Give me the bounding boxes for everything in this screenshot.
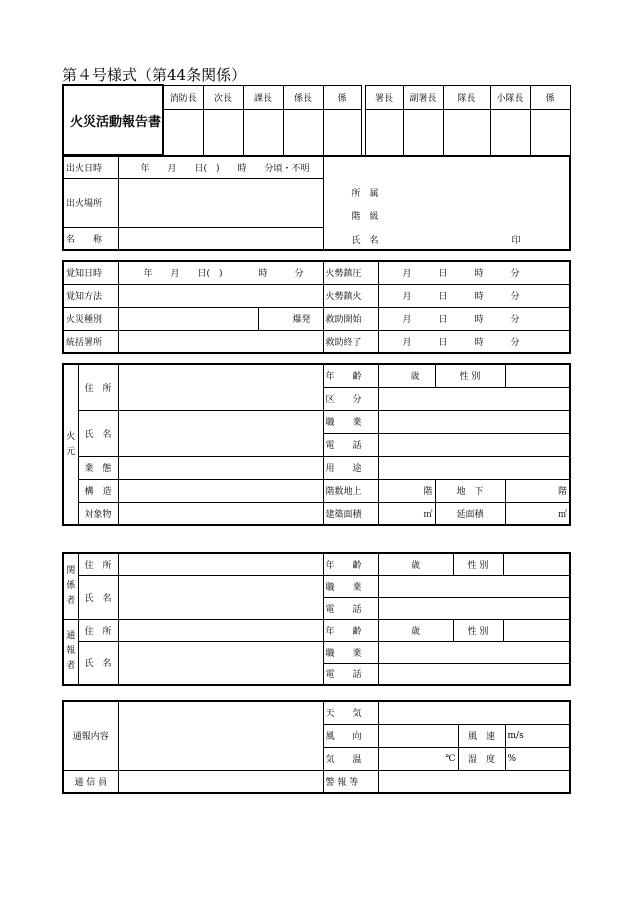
- approval-box[interactable]: [490, 109, 530, 155]
- origin-address-field[interactable]: [118, 364, 323, 410]
- phone-label: 電 話: [323, 433, 378, 456]
- related-side-label: 関 係 者: [63, 553, 78, 619]
- detection-datetime-field[interactable]: 年 月 日( ) 時 分: [118, 261, 323, 284]
- floor-unit: 階: [378, 479, 435, 502]
- fire-datetime-label: 出火日時: [63, 156, 118, 179]
- detection-table: [62, 260, 571, 354]
- rescue-start-field[interactable]: 月 日 時 分: [378, 307, 570, 330]
- related-occupation-label: 職 業: [323, 575, 378, 597]
- structure-field[interactable]: [118, 479, 323, 502]
- wind-direction-field[interactable]: [378, 724, 458, 747]
- reporter-gender-label: 性 別: [453, 619, 503, 641]
- age-unit: 歳: [378, 364, 435, 387]
- business-label: 業 態: [78, 456, 118, 479]
- origin-name-label: 氏 名: [78, 410, 118, 456]
- detection-datetime-label: 覚知日時: [63, 261, 118, 284]
- wind-speed-label: 風 速: [458, 724, 505, 747]
- name-label: 名 称: [63, 227, 118, 250]
- extinguish-label: 火勢鎮火: [323, 284, 378, 307]
- occupation-field[interactable]: [378, 410, 570, 433]
- gender-label: 性 別: [435, 364, 505, 387]
- detection-method-field[interactable]: [118, 284, 323, 307]
- target-label: 対象物: [78, 502, 118, 525]
- rank-label: 階 級: [351, 212, 379, 222]
- approval-box[interactable]: [403, 109, 443, 155]
- rescue-start-label: 救助開始: [323, 307, 378, 330]
- related-gender-field[interactable]: [503, 553, 570, 575]
- explosion-label: 爆発: [258, 307, 323, 330]
- floors-label: 階数地上: [323, 479, 378, 502]
- report-name: 火災活動報告書: [63, 85, 163, 155]
- detection-method-label: 覚知方法: [63, 284, 118, 307]
- persons-table: [62, 552, 571, 686]
- reporter-address-field[interactable]: [118, 619, 323, 641]
- category-label: 区 分: [323, 387, 378, 410]
- approval-label: 課長: [243, 85, 283, 109]
- approval-label: 署長: [365, 85, 403, 109]
- related-name-field[interactable]: [118, 575, 323, 619]
- approval-box[interactable]: [163, 109, 203, 155]
- suppression-field[interactable]: 月 日 時 分: [378, 261, 570, 284]
- operator-label: 通 信 員: [63, 770, 118, 793]
- occupation-label: 職 業: [323, 410, 378, 433]
- rescue-end-field[interactable]: 月 日 時 分: [378, 330, 570, 353]
- report-content-label: 通報内容: [63, 701, 118, 770]
- gender-field[interactable]: [505, 364, 570, 387]
- building-area-unit: ㎡: [378, 502, 435, 525]
- fire-type-field[interactable]: [118, 307, 258, 330]
- reporter-gender-field[interactable]: [503, 619, 570, 641]
- related-address-field[interactable]: [118, 553, 323, 575]
- age-label: 年 齢: [323, 364, 378, 387]
- report-table: [62, 700, 571, 794]
- fire-info-table: [62, 155, 571, 251]
- rescue-end-label: 救助終了: [323, 330, 378, 353]
- humidity-label: 湿 度: [458, 747, 505, 770]
- related-age-unit: 歳: [378, 553, 453, 575]
- approval-box[interactable]: [283, 109, 323, 155]
- affiliation-label: 所 属: [351, 189, 379, 199]
- related-occupation-field[interactable]: [378, 575, 570, 597]
- category-field[interactable]: [378, 387, 570, 410]
- approval-label: 係: [323, 85, 361, 109]
- phone-field[interactable]: [378, 433, 570, 456]
- related-phone-label: 電 話: [323, 597, 378, 619]
- person-label: 氏 名: [351, 236, 379, 246]
- station-field[interactable]: [118, 330, 323, 353]
- weather-field[interactable]: [378, 701, 570, 724]
- structure-label: 構 造: [78, 479, 118, 502]
- temperature-label: 気 温: [323, 747, 378, 770]
- related-name-label: 氏 名: [78, 575, 118, 619]
- location-field[interactable]: [118, 179, 323, 227]
- fire-datetime-field[interactable]: 年 月 日( ) 時 分頃・不明: [118, 156, 323, 179]
- approval-label: 小隊長: [490, 85, 530, 109]
- approval-label: 副署長: [403, 85, 443, 109]
- related-gender-label: 性 別: [453, 553, 503, 575]
- reporter-name-label: 氏 名: [78, 641, 118, 685]
- approval-box[interactable]: [443, 109, 490, 155]
- approval-label: 次長: [203, 85, 243, 109]
- origin-table: [62, 363, 571, 526]
- related-phone-field[interactable]: [378, 597, 570, 619]
- use-label: 用 途: [323, 456, 378, 479]
- reporter-phone-field[interactable]: [378, 663, 570, 685]
- operator-field[interactable]: [118, 770, 323, 793]
- seal-mark: 印: [511, 236, 521, 246]
- wind-direction-label: 風 向: [323, 724, 378, 747]
- origin-name-field[interactable]: [118, 410, 323, 456]
- related-age-label: 年 齢: [323, 553, 378, 575]
- origin-address-label: 住 所: [78, 364, 118, 410]
- basement-unit: 階: [505, 479, 570, 502]
- suppression-label: 火勢鎮圧: [323, 261, 378, 284]
- building-area-label: 建築面積: [323, 502, 378, 525]
- approval-box[interactable]: [365, 109, 403, 155]
- reporter-age-unit: 歳: [378, 619, 453, 641]
- form-title: 第４号様式（第44条関係）: [62, 66, 247, 84]
- approval-box[interactable]: [323, 109, 361, 155]
- use-field[interactable]: [378, 456, 570, 479]
- extinguish-field[interactable]: 月 日 時 分: [378, 284, 570, 307]
- reporter-occupation-field[interactable]: [378, 641, 570, 663]
- report-content-field[interactable]: [118, 701, 323, 770]
- approval-label: 係: [530, 85, 570, 109]
- fire-type-label: 火災種別: [63, 307, 118, 330]
- reporter-age-label: 年 齢: [323, 619, 378, 641]
- approval-label: 係長: [283, 85, 323, 109]
- reporter-occupation-label: 職 業: [323, 641, 378, 663]
- humidity-unit: %: [505, 747, 570, 770]
- wind-speed-unit: m/s: [505, 724, 570, 747]
- reporter-side-label: 通 報 者: [63, 619, 78, 685]
- total-area-unit: ㎡: [505, 502, 570, 525]
- target-field[interactable]: [118, 502, 323, 525]
- station-label: 統括署所: [63, 330, 118, 353]
- business-field[interactable]: [118, 456, 323, 479]
- approval-box[interactable]: [243, 109, 283, 155]
- header-table: [62, 84, 571, 156]
- total-area-label: 延面積: [435, 502, 505, 525]
- approval-label: 消防長: [163, 85, 203, 109]
- approval-box[interactable]: [203, 109, 243, 155]
- name-field[interactable]: [118, 227, 323, 250]
- approval-box[interactable]: [530, 109, 570, 155]
- origin-side-label: 火 元: [63, 364, 78, 525]
- reporter-address-label: 住 所: [78, 619, 118, 641]
- weather-label: 天 気: [323, 701, 378, 724]
- location-label: 出火場所: [63, 179, 118, 227]
- alarm-field[interactable]: [378, 770, 570, 793]
- basement-label: 地 下: [435, 479, 505, 502]
- reporter-phone-label: 電 話: [323, 663, 378, 685]
- approval-label: 隊長: [443, 85, 490, 109]
- reporter-name-field[interactable]: [118, 641, 323, 685]
- alarm-label: 警 報 等: [323, 770, 378, 793]
- temperature-unit: ℃: [378, 747, 458, 770]
- related-address-label: 住 所: [78, 553, 118, 575]
